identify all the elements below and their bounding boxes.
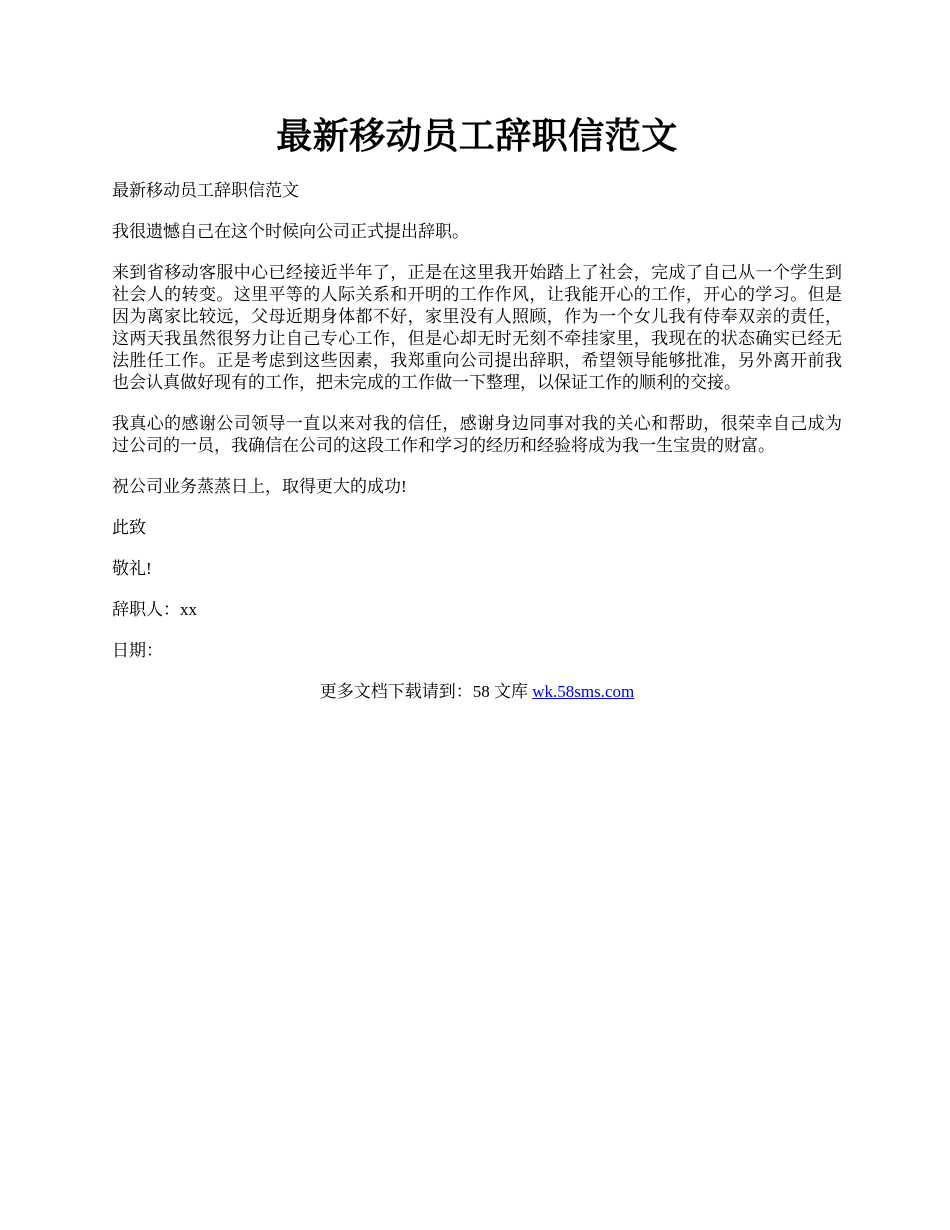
footer-link[interactable]: wk.58sms.com xyxy=(532,682,635,701)
paragraph-thanks: 我真心的感谢公司领导一直以来对我的信任，感谢身边同事对我的关心和帮助，很荣幸自己成为过公司的一员，我确信在公司的这段工作和学习的经历和经验将成为我一生宝贵的财富。 xyxy=(112,414,842,455)
document-subtitle: 最新移动员工辞职信范文 xyxy=(112,181,299,200)
document-title: 最新移动员工辞职信范文 xyxy=(276,116,678,156)
footer-prefix: 更多文档下载请到：58 文库 xyxy=(319,682,533,701)
salutation-line: 敬礼! xyxy=(112,559,152,578)
closing-line: 此致 xyxy=(112,518,146,537)
footer-note xyxy=(112,681,842,703)
date-line: 日期： xyxy=(112,641,163,660)
paragraph-wishes: 祝公司业务蒸蒸日上，取得更大的成功! xyxy=(112,477,407,496)
document-body xyxy=(112,180,842,722)
paragraph-reason: 来到省移动客服中心已经接近半年了，正是在这里我开始踏上了社会，完成了自己从一个学生到社会人的转变。这里平等的人际关系和开明的工作作风，让我能开心的工作，开心的学习。但是因为离家比较远，父母近期身体都不好，家里没有人照顾，作为一个女儿我有侍奉双亲的责任，这两天我虽然很努力让自己专心工作，但是心却无时无刻不牵挂家里，我现在的状态确实已经无法胜任工作。正是考虑到这些因素，我郑重向公司提出辞职，希望领导能够批准，另外离开前我也会认真做好现有的工作，把未完成的工作做一下整理，以保证工作的顺利的交接。 xyxy=(112,263,842,392)
paragraph-opening: 我很遗憾自己在这个时候向公司正式提出辞职。 xyxy=(112,222,469,241)
signer-line: 辞职人：xx xyxy=(112,600,197,619)
